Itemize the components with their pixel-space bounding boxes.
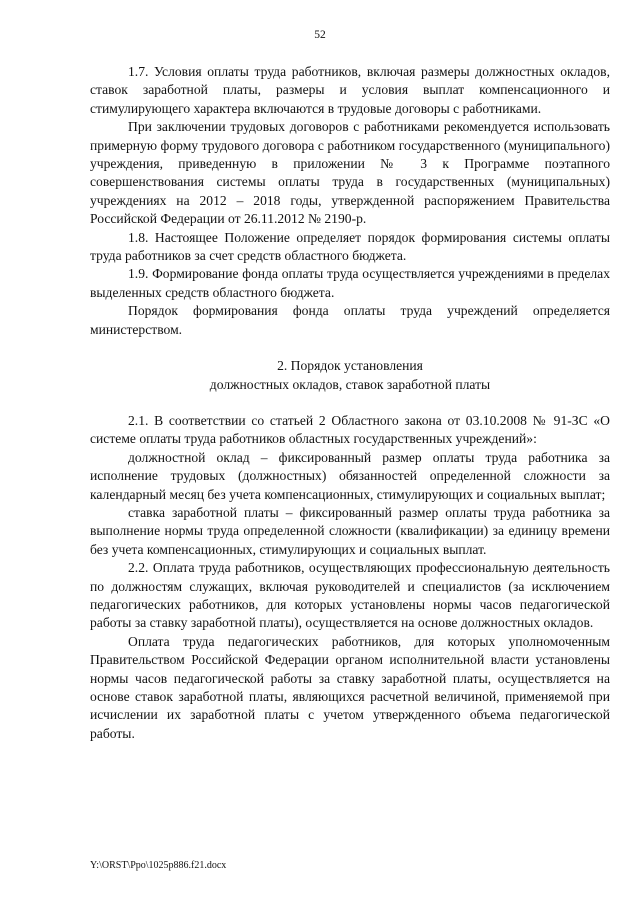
paragraph-1-9: 1.9. Формирование фонда оплаты труда осуществляется учреждениями в пределах выделенных средств областного бюджета. (90, 266, 610, 300)
paragraph-1-7: 1.7. Условия оплаты труда работников, включая размеры должностных окладов, ставок заработной платы, размеры и условия выплат компенсационного и стимулирующего характера включаются в трудовые договоры с работниками. (90, 64, 610, 116)
paragraph-1-8: 1.8. Настоящее Положение определяет порядок формирования системы оплаты труда работников за счет средств областного бюджета. (90, 229, 610, 264)
document-body (90, 63, 610, 743)
paragraph-fund-formation: Порядок формирования фонда оплаты труда учреждений определяется министерством. (90, 303, 610, 337)
footer-file-path: Y:\ORST\Ppo\1025p886.f21.docx (90, 860, 227, 871)
section-spacer-top (90, 339, 610, 357)
page-number: 52 (314, 29, 326, 41)
paragraph-wage-rate-definition: ставка заработной платы – фиксированный размер оплаты труда работника за выполнение нормы труда определенной сложности (квалификации) за единицу времени без учета компенсационных, стимулирующих и социальных выплат. (90, 504, 610, 557)
section-heading-line-2: должностных окладов, ставок заработной платы (209, 376, 491, 392)
paragraph-2-2: 2.2. Оплата труда работников, осуществляющих профессиональную деятельность по должностям служащих, включая руководителей и специалистов (за исключением педагогических работников, для которых установлены нормы часов педагогической работы за ставку заработной платы), осуществляется на основе должностных окладов. (90, 560, 610, 631)
paragraph-pedagogical-pay: Оплата труда педагогических работников, для которых уполномоченным Правительством Российской Федерации органом исполнительной власти установлены нормы часов педагогической работы за ставку заработной платы, осуществляется на основе ставок заработной платы, являющихся расчетной величиной, применяемой при исчислении их заработной платы с учетом утвержденного объема педагогической работы. (90, 633, 610, 741)
paragraph-contract-recommendation: При заключении трудовых договоров с работниками рекомендуется использовать примерную форму трудового договора с работником государственного (муниципального) учреждения, приведенную в приложении № 3 к Программе поэтапного совершенствования системы оплаты труда в государственных (муниципальных) учреждениях на 2012 – 2018 годы, утвержденной распоряжением Правительства Российской Федерации от 26.11.2012 № 2190-р. (90, 119, 610, 227)
section-heading-line-1: 2. Порядок установления (277, 358, 423, 374)
paragraph-official-salary-definition: должностной оклад – фиксированный размер оплаты труда работника за исполнение трудовых (должностных) обязанностей определенной сложности за календарный месяц без учета компенсационных, стимулирующих и социальных выплат; (90, 449, 610, 502)
paragraph-2-1: 2.1. В соответствии со статьей 2 Областного закона от 03.10.2008 № 91-ЗС «О системе оплаты труда работников областных государственных учреждений»: (90, 412, 610, 447)
section-spacer-bottom (90, 394, 610, 412)
